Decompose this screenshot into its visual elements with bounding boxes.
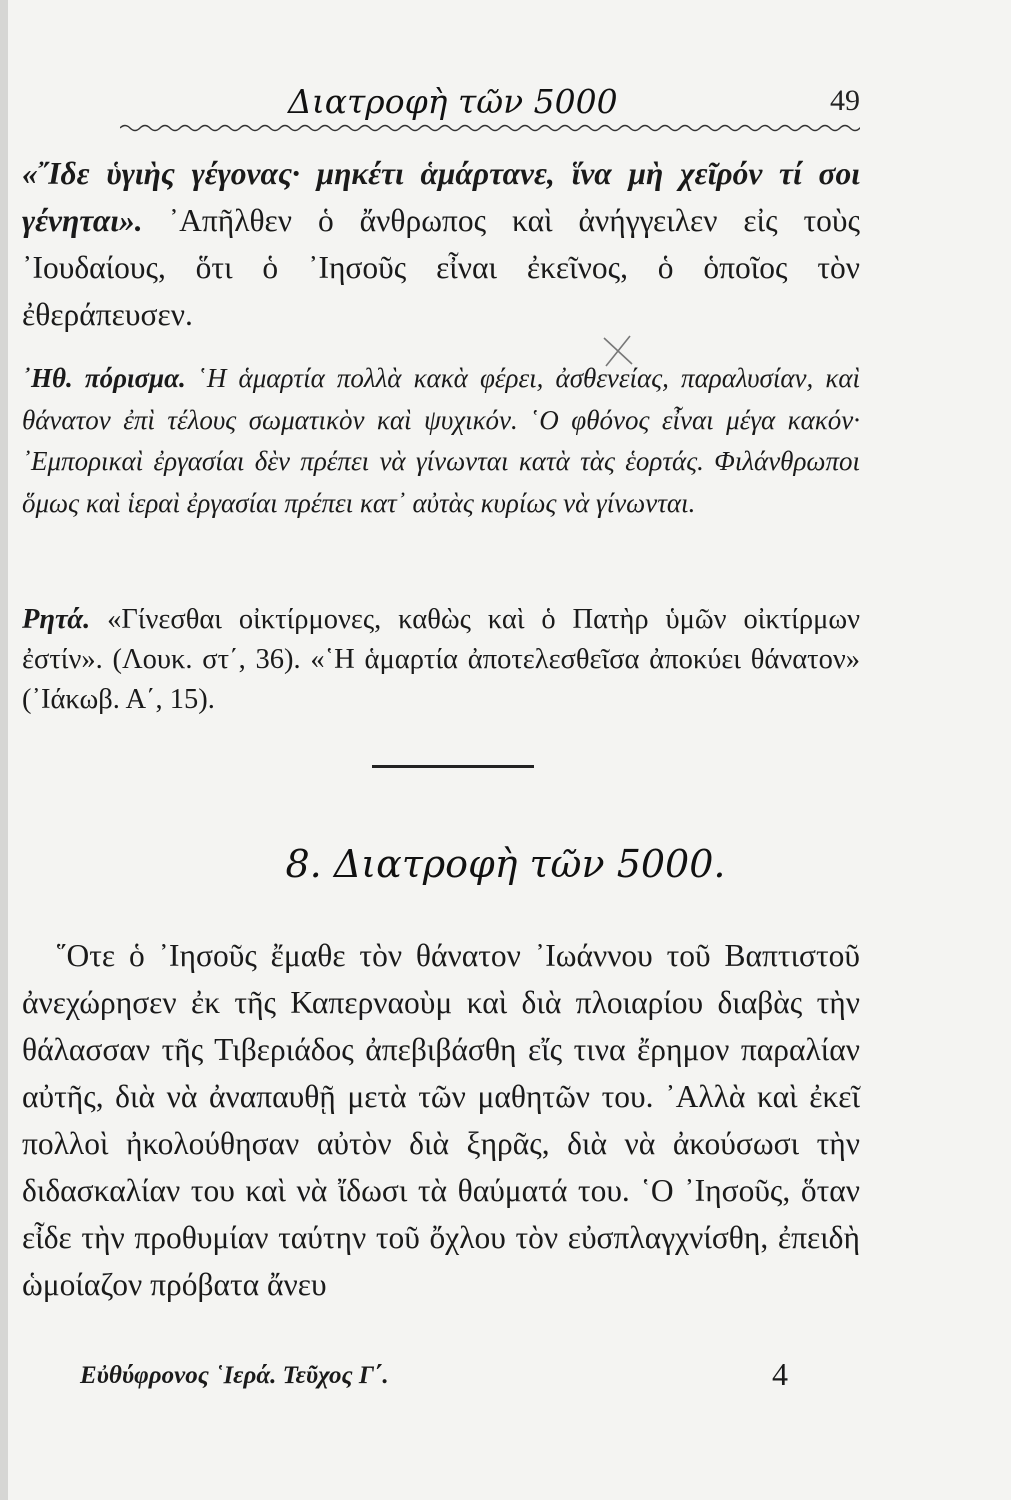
sayings-text: «Γίνεσθαι οἰκτίρμονες, καθὼς καὶ ὁ Πατὴρ ὑμῶν οἰκτίρμων ἐστίν». (Λουκ. στ΄, 36). «῾Η ἁμαρτία ἀποτελεσθεῖσα ἀποκύει θάνατον» (᾿Ιάκωβ. Α΄, 15). xyxy=(22,604,860,715)
paragraph-healed-man xyxy=(22,150,860,338)
moral-lesson xyxy=(22,358,860,524)
wavy-rule xyxy=(120,122,860,134)
sayings-label: Ρητά. xyxy=(22,604,91,635)
page-number: 49 xyxy=(830,84,860,117)
sayings xyxy=(22,600,860,720)
paragraph-healed-man-text: ᾿Απῆλθεν ὁ ἄνθρωπος καὶ ἀνήγγειλεν εἰς τοὺς ᾿Ιουδαίους, ὅτι ὁ ᾿Ιησοῦς εἶναι ἐκεῖνος, ὁ ὁποῖος τὸν ἐθεράπευσεν. xyxy=(22,203,860,332)
section-separator xyxy=(372,765,534,768)
paragraph-feeding-text: ῞Οτε ὁ ᾿Ιησοῦς ἔμαθε τὸν θάνατον ᾿Ιωάννου τοῦ Βαπτιστοῦ ἀνεχώρησεν ἐκ τῆς Καπερναοὺμ καὶ διὰ πλοιαρίου διαβὰς τὴν θάλασσαν τῆς Τιβεριάδος ἀπεβιβάσθη εἴς τινα ἔρημον παραλίαν αὐτῆς, διὰ νὰ ἀναπαυθῇ μετὰ τῶν μαθητῶν του. ᾿Αλλὰ καὶ ἐκεῖ πολλοὶ ἠκολούθησαν αὐτὸν διὰ ξηρᾶς, διὰ νὰ ἀκούσωσι τὴν διδασκαλίαν του καὶ νὰ ἴδωσι τὰ θαύματά του. ῾Ο ᾿Ιησοῦς, ὅταν εἶδε τὴν προθυμίαν ταύτην τοῦ ὄχλου τὸν εὐσπλαγχνίσθη, ἐπειδὴ ὡμοίαζον πρόβατα ἄνευ xyxy=(22,938,860,1302)
footer-signature: Εὐθύφρονος ῾Ιερά. Τεῦχος Γ΄. xyxy=(80,1362,389,1389)
running-head xyxy=(120,80,860,128)
running-head-title: Διατροφὴ τῶν 5000 xyxy=(288,82,618,121)
page-edge-shadow xyxy=(0,0,8,1500)
moral-lesson-text: ῾Η ἁμαρτία πολλὰ κακὰ φέρει, ἀσθενείας, παραλυσίαν, καὶ θάνατον ἐπὶ τέλους σωματικὸν καὶ ψυχικόν. ῾Ο φθόνος εἶναι μέγα κακόν· ᾿Εμπορικαὶ ἐργασίαι δὲν πρέπει νὰ γίνωνται κατὰ τὰς ἑορτάς. Φιλάνθρωποι ὅμως καὶ ἱεραὶ ἐργασίαι πρέπει κατ᾿ αὐτὰς κυρίως νὰ γίνωνται. xyxy=(22,363,860,518)
footer-sheet-number: 4 xyxy=(772,1356,788,1392)
quote-sin-no-more: «῎Ιδε ὑγιὴς γέγονας· μηκέτι ἁμάρτανε, ἵνα μὴ χεῖρόν τί σοι γένηται». xyxy=(22,156,860,238)
section-heading: 8. Διατροφὴ τῶν 5000. xyxy=(285,842,726,886)
paragraph-feeding xyxy=(22,932,860,1308)
moral-lesson-label: ᾿Ηθ. πόρισμα. xyxy=(22,363,186,393)
